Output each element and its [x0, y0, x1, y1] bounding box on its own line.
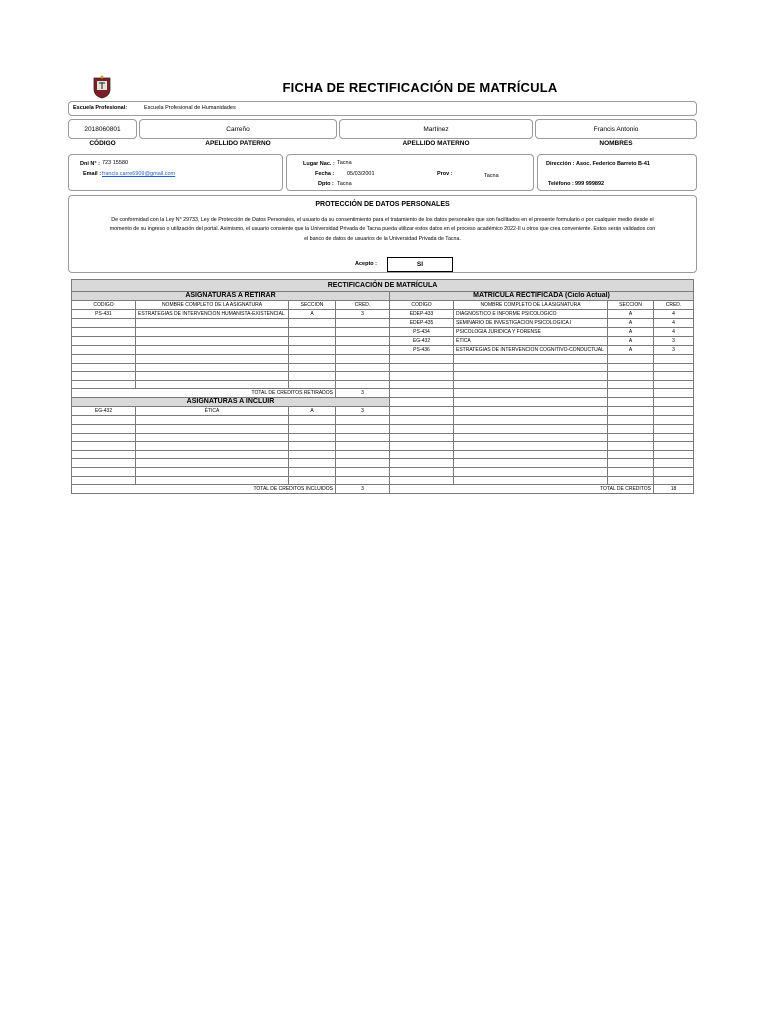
rectificada-codigo: EG-432: [390, 337, 454, 346]
table-row: [72, 389, 694, 398]
col-header-seccion: SECCION: [289, 301, 336, 310]
table-row: [72, 485, 694, 494]
apellido-materno-value: Martínez: [423, 126, 449, 133]
rectificada-nombre: ÉTICA: [454, 337, 608, 346]
retirar-title: ASIGNATURAS A RETIRAR: [72, 292, 390, 301]
retirar-seccion: A: [289, 310, 336, 319]
escuela-value: Escuela Profesional de Humanidades: [144, 105, 236, 111]
col-header-seccion: SECCION: [608, 301, 654, 310]
table-row: [72, 372, 694, 381]
proteccion-line3: el banco de datos de usuarios de la Universidad Privada de Tacna.: [304, 236, 461, 242]
dni-value: 723 15580: [102, 160, 128, 166]
apellido-paterno-value: Carreño: [226, 126, 250, 133]
fecha-label: Fecha :: [315, 171, 335, 177]
acepto-label: Acepto :: [355, 261, 377, 267]
table-row: [72, 380, 694, 389]
rectificada-codigo: EDEP-435: [390, 319, 454, 328]
table-row: [72, 442, 694, 451]
col-header-nombre: NOMBRE COMPLETO DE LA ASIGNATURA: [454, 301, 608, 310]
telefono-label: Teléfono :: [548, 181, 574, 187]
apellido-materno-box: [339, 119, 533, 139]
table-row: [72, 467, 694, 476]
incluir-title: ASIGNATURAS A INCLUIR: [72, 398, 390, 407]
incluir-codigo: EG-432: [72, 407, 136, 416]
incluir-nombre: ÉTICA: [136, 407, 289, 416]
rectificada-cred: 4: [654, 319, 694, 328]
email-label: Email :: [83, 171, 102, 177]
contact-box: [68, 154, 283, 191]
table-row: [72, 424, 694, 433]
rectificada-seccion: A: [608, 337, 654, 346]
col-header-cred: CRED.: [654, 301, 694, 310]
rectificada-seccion: A: [608, 319, 654, 328]
table-row: [72, 476, 694, 485]
address-box: [537, 154, 697, 191]
birth-box: [286, 154, 534, 191]
codigo-value: 2018060801: [84, 126, 121, 133]
university-crest-logo: [92, 75, 112, 99]
table-row: [72, 346, 694, 355]
table-row: [72, 363, 694, 372]
rectificada-codigo: EDEP-433: [390, 310, 454, 319]
col-header-codigo: CODIGO: [390, 301, 454, 310]
col-header-codigo: CODIGO: [72, 301, 136, 310]
rectificada-nombre: SEMINARIO DE INVESTIGACION PSICOLOGICA I: [454, 319, 608, 328]
escuela-box: [68, 101, 697, 116]
retirar-nombre: ESTRATEGIAS DE INTERVENCION HUMANISTA-EXISTENCIAL: [136, 310, 289, 319]
rectificada-codigo: PS-434: [390, 328, 454, 337]
incluir-seccion: A: [289, 407, 336, 416]
total-incluidos-label: TOTAL DE CREDITOS INCLUIDOS: [72, 485, 336, 494]
rectificada-cred: 3: [654, 337, 694, 346]
rectificada-seccion: A: [608, 328, 654, 337]
incluir-cred: 3: [336, 407, 390, 416]
direccion-value: Asoc. Federico Barreto B-41: [576, 161, 650, 167]
rectificada-codigo: PS-436: [390, 346, 454, 355]
rectificada-title: MATRÍCULA RECTIFICADA (Ciclo Actual): [390, 292, 694, 301]
rectificada-nombre: DIAGNOSTICO E INFORME PSICOLOGICO: [454, 310, 608, 319]
rectificacion-title: RECTIFICACIÓN DE MATRÍCULA: [72, 280, 694, 292]
lugar-value: Tacna: [337, 160, 352, 166]
apellido-paterno-box: [139, 119, 337, 139]
rectificada-cred: 4: [654, 328, 694, 337]
rectificada-nombre: ESTRATEGIAS DE INTERVENCION COGNITIVO-CONDUCTUAL: [454, 346, 608, 355]
dpto-value: Tacna: [337, 181, 352, 187]
rectificada-nombre: PSICOLOGIA JURIDICA Y FORENSE: [454, 328, 608, 337]
table-row: [72, 319, 694, 328]
rectificacion-table: [71, 279, 694, 494]
fecha-value: 05/03/2001: [347, 171, 375, 177]
direccion-label: Dirección :: [546, 161, 575, 167]
retirar-codigo: PS-431: [72, 310, 136, 319]
prov-label: Prov :: [437, 171, 453, 177]
table-row: [72, 310, 694, 319]
nombres-value: Francis Antonio: [593, 126, 639, 133]
apellido-paterno-label: APELLIDO PATERNO: [205, 140, 271, 147]
rectificada-cred: 4: [654, 310, 694, 319]
lugar-label: Lugar Nac. :: [303, 161, 335, 167]
prov-value: Tacna: [484, 173, 499, 179]
table-row: [72, 337, 694, 346]
table-row: [72, 450, 694, 459]
table-row: [72, 459, 694, 468]
total-retirados-label: TOTAL DE CREDITOS RETIRADOS: [72, 389, 336, 398]
escuela-label: Escuela Profesional:: [73, 105, 128, 111]
email-link[interactable]: francis.carre6909@gmail.com: [102, 171, 176, 177]
total-incluidos-value: 3: [336, 485, 390, 494]
table-row: [72, 355, 694, 364]
total-creditos-value: 18: [654, 485, 694, 494]
nombres-box: [535, 119, 697, 139]
codigo-box: [68, 119, 137, 139]
dni-label: Dni N° :: [80, 161, 100, 167]
table-row: [72, 416, 694, 425]
col-header-nombre: NOMBRE COMPLETO DE LA ASIGNATURA: [136, 301, 289, 310]
proteccion-line2: momento de su ingreso o utilización del portal. Asimismo, el usuario consiente que la Universidad Privada de Tacna pueda utilizar estos datos en el proceso académico 2022-II u otros que crea conveniente. Estos serán validados con: [109, 226, 656, 232]
rectificada-seccion: A: [608, 346, 654, 355]
total-retirados-value: 3: [336, 389, 390, 398]
col-header-cred: CRED.: [336, 301, 390, 310]
table-row: [72, 433, 694, 442]
form-title: FICHA DE RECTIFICACIÓN DE MATRÍCULA: [282, 80, 558, 95]
codigo-label: CÓDIGO: [89, 140, 116, 147]
acepto-value[interactable]: SI: [387, 257, 453, 272]
proteccion-line1: De conformidad con la Ley N° 29733, Ley de Protección de Datos Personales, el usuario da su consentimiento para el tratamiento de los datos personales que son facilitados en el presente formulario o por cualquier medio desde el: [111, 217, 654, 223]
telefono-value: 999 999892: [575, 181, 605, 187]
proteccion-box: [68, 195, 697, 273]
proteccion-title: PROTECCIÓN DE DATOS PERSONALES: [315, 201, 450, 208]
nombres-label: NOMBRES: [599, 140, 633, 147]
dpto-label: Dpto :: [318, 181, 334, 187]
retirar-cred: 3: [336, 310, 390, 319]
total-creditos-label: TOTAL DE CREDITOS: [390, 485, 654, 494]
rectificada-seccion: A: [608, 310, 654, 319]
table-row: [72, 328, 694, 337]
apellido-materno-label: APELLIDO MATERNO: [402, 140, 470, 147]
rectificada-cred: 3: [654, 346, 694, 355]
table-row: [72, 407, 694, 416]
